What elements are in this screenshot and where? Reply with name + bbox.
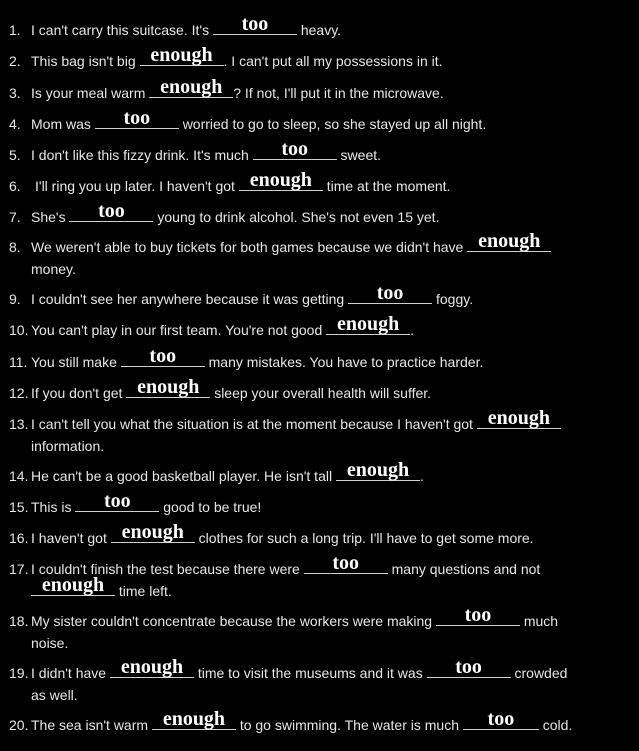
answer-text: enough — [137, 376, 200, 398]
question-text-continued: noise. — [31, 635, 69, 651]
answer-blank[interactable] — [477, 407, 561, 429]
answer-blank[interactable] — [95, 107, 179, 129]
question-number: 1. — [9, 22, 21, 38]
answer-text: too — [241, 13, 269, 35]
question-text: time to visit the museums and it was — [197, 665, 423, 681]
question-text: He can't be a good basketball player. He isn't tall — [31, 468, 333, 484]
answer-text: too — [487, 708, 515, 730]
question-text: . I can't put all my possessions in it. — [223, 53, 443, 69]
answer-blank[interactable] — [239, 169, 323, 191]
question-text: heavy. — [300, 22, 342, 38]
question-text: You still make — [31, 354, 117, 370]
question-text: young to drink alcohol. She's not even 15 yet. — [157, 209, 440, 225]
answer-text: too — [376, 282, 404, 304]
question-text: If you don't get — [31, 385, 123, 401]
answer-blank[interactable] — [140, 44, 224, 66]
answer-blank[interactable] — [75, 490, 159, 512]
question-5 — [0, 138, 639, 166]
question-text: This bag isn't big — [31, 53, 136, 69]
answer-blank[interactable] — [326, 313, 410, 335]
question-2 — [0, 44, 639, 72]
answer-blank[interactable] — [121, 345, 205, 367]
question-text: I didn't have — [31, 665, 107, 681]
question-number: 12. — [9, 385, 29, 401]
question-text: You can't play in our first team. You're not good — [31, 322, 323, 338]
question-number: 18. — [9, 613, 29, 629]
question-text: This is — [31, 499, 72, 515]
question-text: . — [419, 468, 424, 484]
question-text: crowded — [514, 665, 568, 681]
question-4 — [0, 107, 639, 135]
question-number: 11. — [9, 354, 28, 370]
question-13 — [0, 407, 639, 457]
question-3 — [0, 76, 639, 104]
question-text-continued: money. — [31, 261, 76, 277]
question-20 — [0, 708, 639, 736]
question-number: 14. — [9, 468, 29, 484]
question-text: I'll ring you up later. I haven't got — [35, 178, 235, 194]
answer-blank[interactable] — [253, 138, 337, 160]
answer-text: too — [281, 138, 308, 160]
answer-text: enough — [487, 407, 550, 429]
question-number: 17. — [9, 561, 29, 577]
question-18 — [0, 604, 639, 654]
question-17 — [0, 552, 639, 602]
question-11 — [0, 345, 639, 373]
question-text: sweet. — [340, 147, 382, 163]
answer-blank[interactable] — [31, 574, 115, 596]
answer-text: enough — [337, 313, 400, 335]
answer-text: enough — [478, 230, 541, 252]
question-text: worried to go to sleep, so she stayed up all night. — [182, 116, 487, 132]
answer-blank[interactable] — [110, 656, 194, 678]
question-7 — [0, 200, 639, 228]
answer-blank[interactable] — [213, 13, 297, 35]
answer-blank[interactable] — [304, 552, 388, 574]
question-text-continued: as well. — [31, 687, 78, 703]
question-text: The sea isn't warm — [31, 717, 149, 733]
question-number: 4. — [9, 116, 21, 132]
answer-blank[interactable] — [467, 230, 551, 252]
question-number: 5. — [9, 147, 21, 163]
question-text: clothes for such a long trip. I'll have to get some more. — [198, 530, 534, 546]
question-text-continued: time left. — [118, 583, 172, 599]
question-text: Is your meal warm — [31, 85, 146, 101]
question-text: We weren't able to buy tickets for both games because we didn't have — [31, 239, 464, 255]
question-text: . — [410, 322, 415, 338]
question-text: good to be true! — [163, 499, 262, 515]
question-number: 2. — [9, 53, 21, 69]
question-text: foggy. — [435, 291, 474, 307]
question-16 — [0, 521, 639, 549]
question-number: 19. — [9, 665, 29, 681]
question-number: 7. — [9, 209, 21, 225]
question-number: 16. — [9, 530, 29, 546]
answer-blank[interactable] — [152, 708, 236, 730]
answer-text: enough — [150, 44, 213, 66]
question-text: Mom was — [31, 116, 91, 132]
question-text: many mistakes. You have to practice harder. — [208, 354, 484, 370]
answer-text: too — [332, 552, 360, 574]
question-text-continued: information. — [31, 438, 105, 454]
question-number: 15. — [9, 499, 29, 515]
question-text: sleep your overall health will suffer. — [214, 385, 432, 401]
question-text: ? If not, I'll put it in the microwave. — [233, 85, 444, 101]
question-15 — [0, 490, 639, 518]
question-number: 20. — [9, 717, 29, 733]
question-number: 10. — [9, 322, 29, 338]
question-text: I couldn't see her anywhere because it was getting — [31, 291, 345, 307]
answer-blank[interactable] — [149, 76, 233, 98]
question-text: My sister couldn't concentrate because the workers were making — [31, 613, 433, 629]
question-text: to go swimming. The water is much — [239, 717, 459, 733]
answer-text: too — [123, 107, 151, 129]
answer-blank[interactable] — [126, 376, 210, 398]
question-text: many questions and not — [391, 561, 541, 577]
question-text: I don't like this fizzy drink. It's much — [31, 147, 249, 163]
answer-blank[interactable] — [463, 708, 539, 730]
question-number: 9. — [9, 291, 21, 307]
answer-text: enough — [41, 574, 105, 596]
answer-text: too — [104, 490, 131, 512]
question-9 — [0, 282, 639, 310]
answer-text: too — [149, 345, 177, 367]
question-text: I haven't got — [31, 530, 107, 546]
answer-blank[interactable] — [348, 282, 432, 304]
question-text: She's — [31, 209, 66, 225]
answer-text: enough — [160, 76, 223, 98]
question-14 — [0, 459, 639, 487]
question-1 — [0, 13, 639, 41]
answer-blank[interactable] — [111, 521, 195, 543]
question-text: cold. — [542, 717, 573, 733]
question-text: I can't tell you what the situation is at the moment because I haven't got — [31, 416, 473, 432]
question-8 — [0, 230, 639, 280]
question-12 — [0, 376, 639, 404]
answer-text: enough — [121, 521, 184, 543]
answer-blank[interactable] — [436, 604, 520, 626]
answer-blank[interactable] — [69, 200, 153, 222]
question-number: 3. — [9, 85, 21, 101]
question-19 — [0, 656, 639, 706]
question-text: I can't carry this suitcase. It's — [31, 22, 210, 38]
question-6 — [0, 169, 639, 197]
question-10 — [0, 313, 639, 341]
question-number: 6. — [9, 178, 21, 194]
answer-text: too — [464, 604, 492, 626]
answer-text: too — [455, 656, 482, 678]
answer-text: too — [98, 200, 125, 222]
answer-blank[interactable] — [427, 656, 511, 678]
question-number: 8. — [9, 239, 21, 255]
question-number: 13. — [9, 416, 29, 432]
answer-text: enough — [162, 708, 226, 730]
answer-text: enough — [346, 459, 410, 481]
question-text: time at the moment. — [326, 178, 451, 194]
question-text: much — [523, 613, 559, 629]
question-text: I couldn't finish the test because there were — [31, 561, 300, 577]
answer-text: enough — [249, 169, 312, 191]
answer-text: enough — [120, 656, 184, 678]
answer-blank[interactable] — [336, 459, 420, 481]
